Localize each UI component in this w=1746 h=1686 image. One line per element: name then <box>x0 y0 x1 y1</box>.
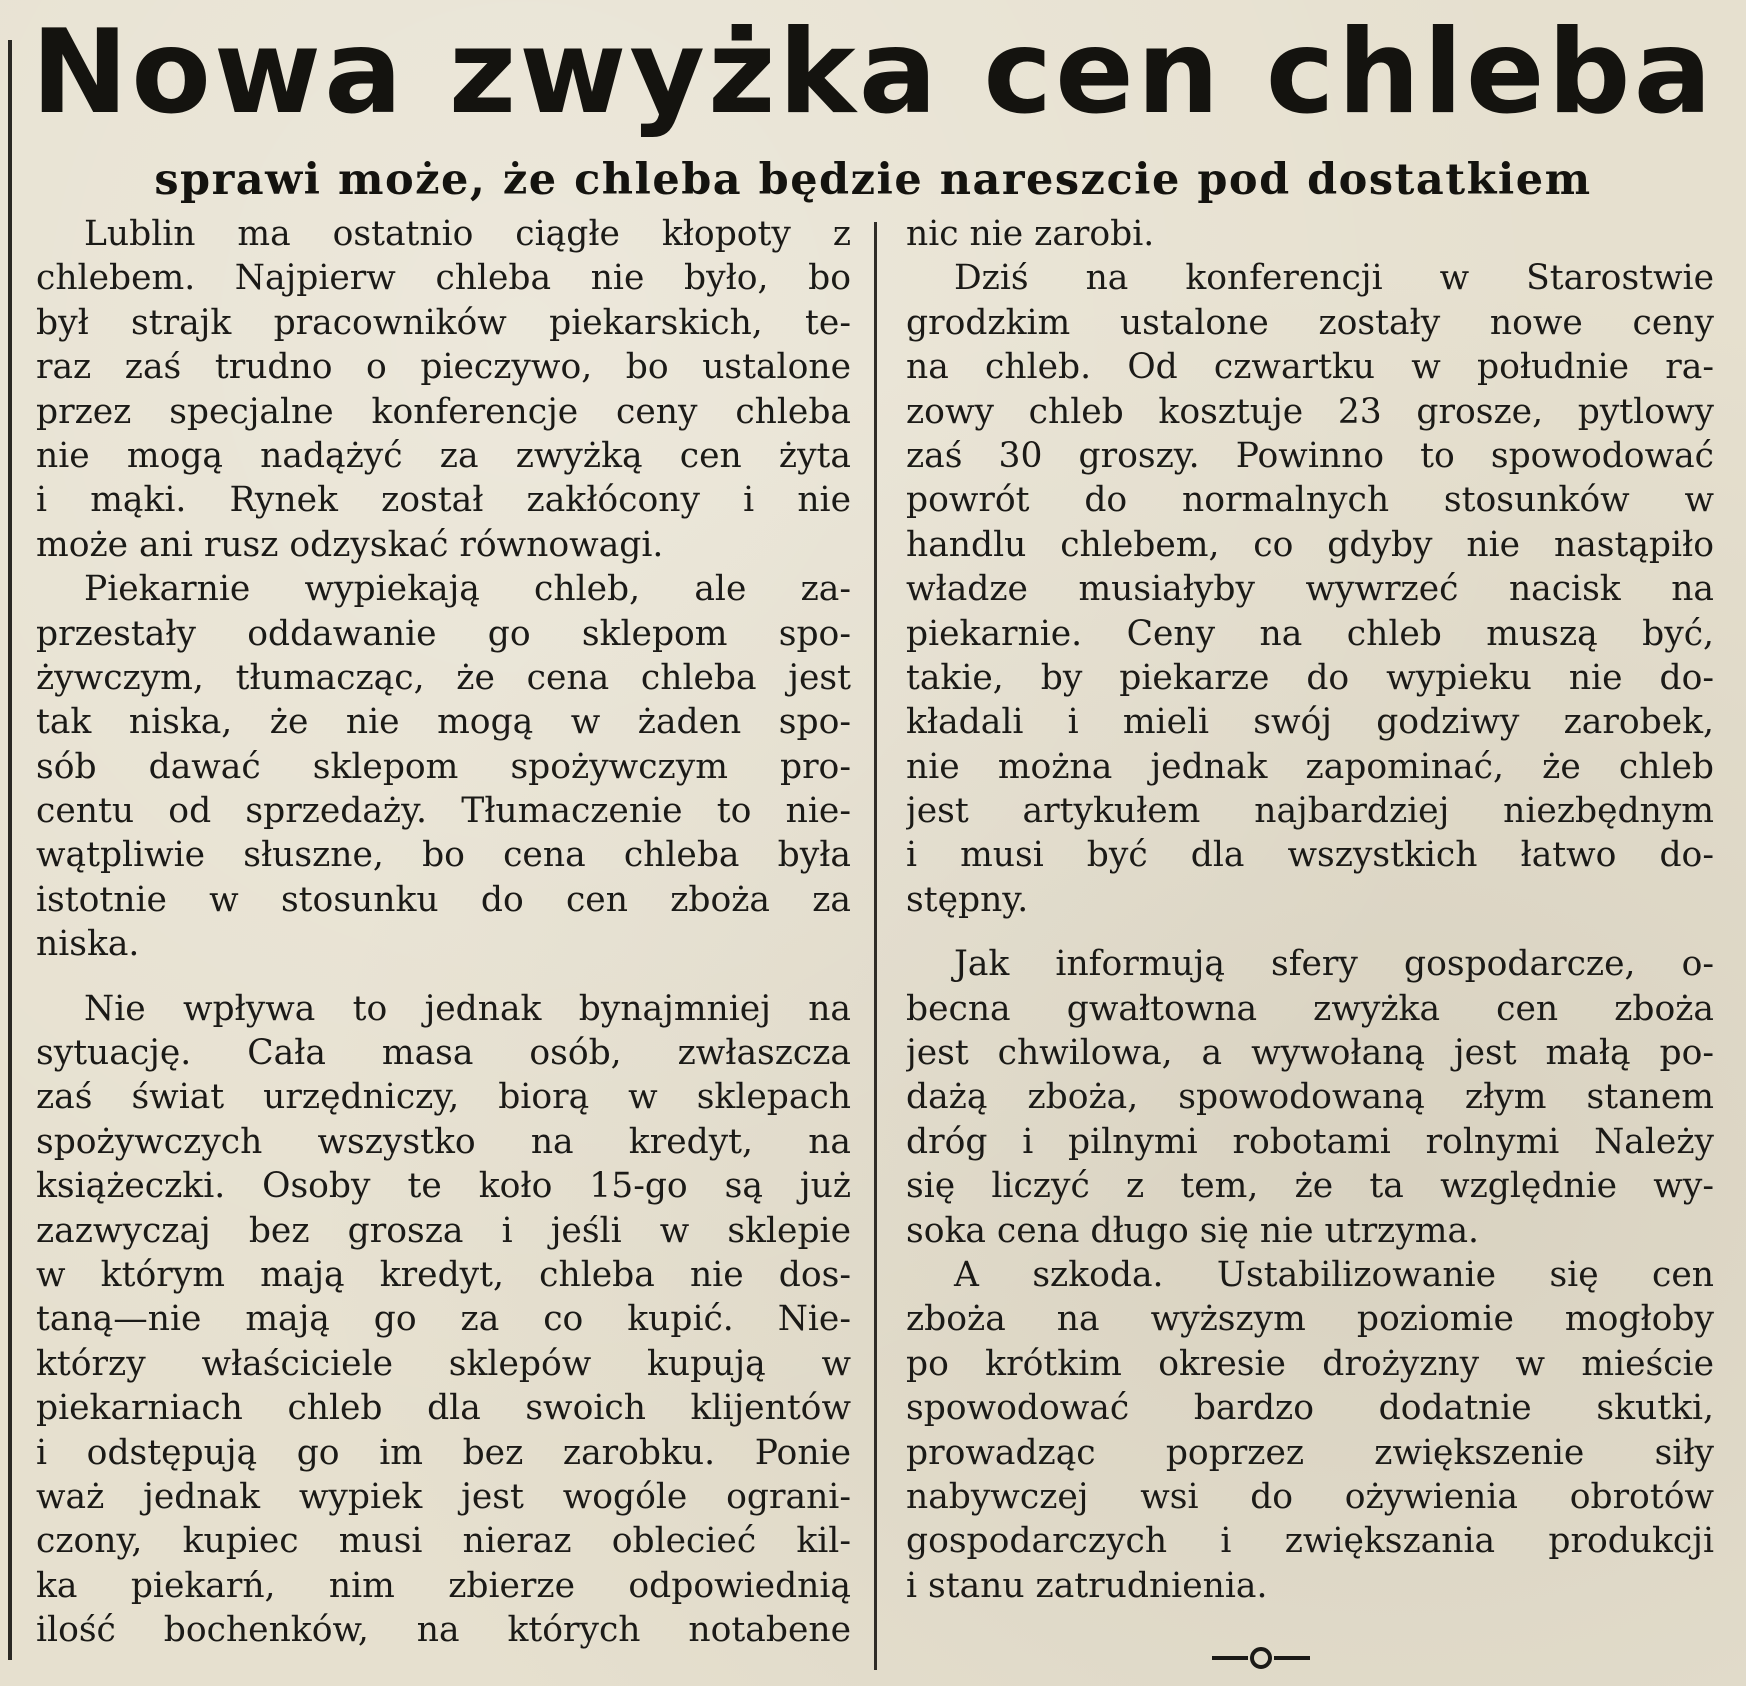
text-line: gospodarczych i zwiększania produkcji <box>906 1521 1714 1562</box>
column-divider <box>874 222 877 1670</box>
text-line: i mąki. Rynek został zakłócony i nie <box>36 480 851 521</box>
text-line: zaś świat urzędniczy, biorą w sklepach <box>36 1077 851 1118</box>
text-line: ka piekarń, nim zbierze odpowiednią <box>36 1565 851 1606</box>
text-line: chlebem. Najpierw chleba nie było, bo <box>36 258 851 299</box>
text-line: stępny. <box>906 879 1029 920</box>
text-line: książeczki. Osoby te koło 15-go są już <box>36 1166 851 1207</box>
subheadline: sprawi może, że chleba będzie nareszcie pod dostatkiem <box>154 155 1592 205</box>
text-line: dróg i pilnymi robotami rolnymi Należy <box>906 1121 1714 1162</box>
text-line: jest artykułem najbardziej niezbędnym <box>906 791 1714 832</box>
text-line: soka cena długo się nie utrzyma. <box>906 1210 1479 1251</box>
text-line: nie można jednak zapominać, że chleb <box>906 746 1714 787</box>
text-line: grodzkim ustalone zostały nowe ceny <box>906 302 1714 343</box>
text-line: centu od sprzedaży. Tłumaczenie to nie- <box>36 791 851 832</box>
text-line: spowodować bardzo dodatnie skutki, <box>906 1388 1714 1429</box>
text-line: niska. <box>36 924 140 965</box>
left-border-rule <box>8 40 12 1660</box>
end-ornament-icon <box>1206 1640 1316 1676</box>
text-line: przestały oddawanie go sklepom spo- <box>36 613 851 654</box>
text-line: spożywczych wszystko na kredyt, na <box>36 1121 851 1162</box>
text-line: waż jednak wypiek jest wogóle ograni- <box>36 1476 851 1517</box>
text-line: zboża na wyższym poziomie mogłoby <box>906 1299 1714 1340</box>
text-line: dażą zboża, spowodowaną złym stanem <box>906 1077 1714 1118</box>
text-line: Jak informują sfery gospodarcze, o- <box>954 944 1714 985</box>
text-line: władze musiałyby wywrzeć nacisk na <box>906 569 1714 610</box>
text-line: w którym mają kredyt, chleba nie dos- <box>36 1254 851 1295</box>
text-line: był strajk pracowników piekarskich, te- <box>36 302 851 343</box>
text-line: handlu chlebem, co gdyby nie nastąpiło <box>906 524 1714 565</box>
end-ornament <box>1206 1640 1316 1676</box>
headline: Nowa zwyżka cen chleba <box>31 5 1715 140</box>
text-line: prowadząc poprzez zwiększenie siły <box>906 1432 1714 1473</box>
text-line: becna gwałtowna zwyżka cen zboża <box>906 988 1714 1029</box>
right-column <box>906 212 1714 1608</box>
text-line: raz zaś trudno o pieczywo, bo ustalone <box>36 347 851 388</box>
text-line: żywczym, tłumacząc, że cena chleba jest <box>36 657 851 698</box>
text-line: przez specjalne konferencje ceny chleba <box>36 391 851 432</box>
text-line: jest chwilowa, a wywołaną jest małą po- <box>906 1033 1714 1074</box>
text-line: po krótkim okresie drożyzny w mieście <box>906 1343 1714 1384</box>
text-line: się liczyć z tem, że ta względnie wy- <box>906 1166 1714 1207</box>
text-line: którzy właściciele sklepów kupują w <box>36 1343 851 1384</box>
text-line: A szkoda. Ustabilizowanie się cen <box>954 1254 1714 1295</box>
text-line: kładali i mieli swój godziwy zarobek, <box>906 702 1714 743</box>
text-line: piekarnie. Ceny na chleb muszą być, <box>906 613 1714 654</box>
text-line: tak niska, że nie mogą w żaden spo- <box>36 702 851 743</box>
text-line: i stanu zatrudnienia. <box>906 1565 1268 1606</box>
text-line: zaś 30 groszy. Powinno to spowodować <box>906 435 1714 476</box>
text-line: Lublin ma ostatnio ciągłe kłopoty z <box>84 214 851 254</box>
text-line: powrót do normalnych stosunków w <box>906 480 1714 521</box>
text-line: nabywczej wsi do ożywienia obrotów <box>906 1476 1714 1517</box>
text-line: i musi być dla wszystkich łatwo do- <box>906 835 1714 876</box>
text-line: nie mogą nadążyć za zwyżką cen żyta <box>36 435 851 476</box>
text-line: zazwyczaj bez grosza i jeśli w sklepie <box>36 1210 851 1251</box>
text-line: i odstępują go im bez zarobku. Ponie <box>36 1432 851 1473</box>
text-line: nic nie zarobi. <box>906 214 1155 254</box>
text-line: piekarniach chleb dla swoich klijentów <box>36 1388 851 1429</box>
text-line: istotnie w stosunku do cen zboża za <box>36 879 851 920</box>
text-line: czony, kupiec musi nieraz oblecieć kil- <box>36 1521 851 1562</box>
text-line: Dziś na konferencji w Starostwie <box>954 258 1714 299</box>
text-line: ilość bochenków, na których notabene <box>36 1610 851 1651</box>
text-line: sytuację. Cała masa osób, zwłaszcza <box>36 1033 851 1074</box>
text-line: Piekarnie wypiekają chleb, ale za- <box>84 569 851 610</box>
text-line: na chleb. Od czwartku w południe ra- <box>906 347 1714 388</box>
text-line: takie, by piekarze do wypieku nie do- <box>906 657 1714 698</box>
text-line: taną—nie mają go za co kupić. Nie- <box>36 1299 851 1340</box>
text-line: wątpliwie słuszne, bo cena chleba była <box>36 835 851 876</box>
text-line: Nie wpływa to jednak bynajmniej na <box>84 988 851 1029</box>
text-line: zowy chleb kosztuje 23 grosze, pytlowy <box>906 391 1714 432</box>
left-column <box>36 212 851 1653</box>
text-line: sób dawać sklepom spożywczym pro- <box>36 746 851 787</box>
text-line: może ani rusz odzyskać równowagi. <box>36 524 664 565</box>
